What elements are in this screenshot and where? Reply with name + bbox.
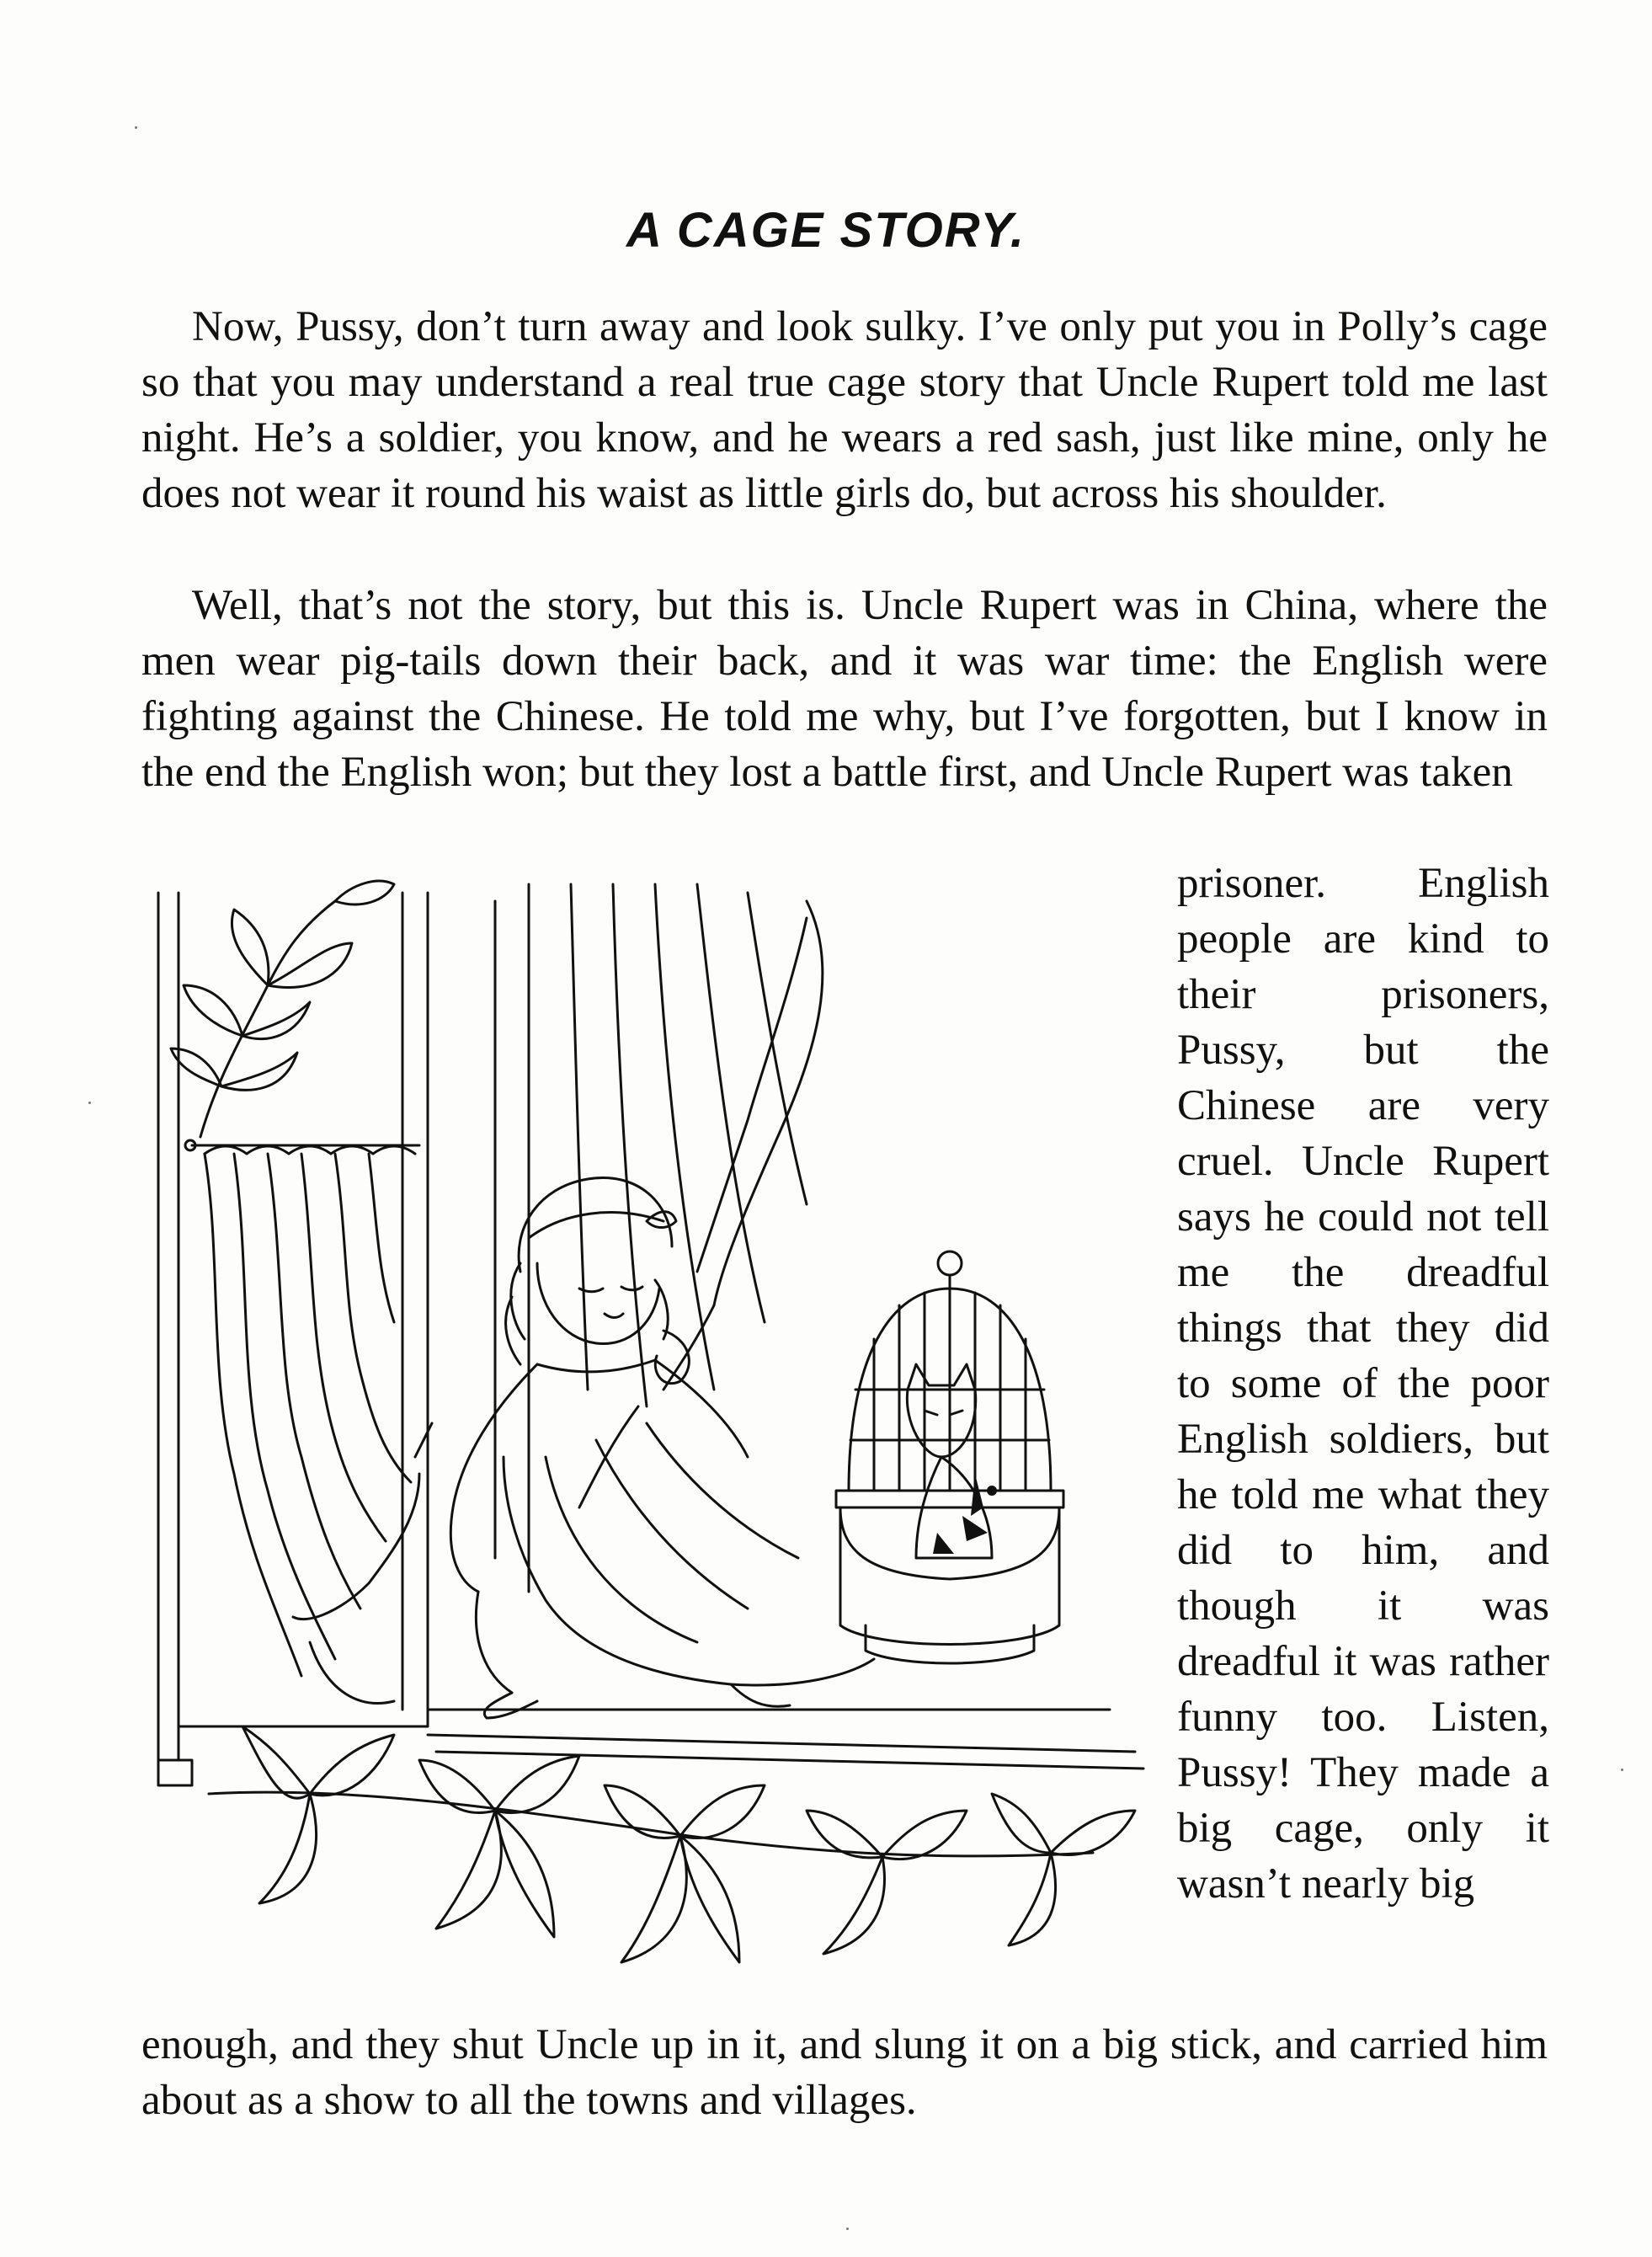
paper-speck	[1621, 1769, 1623, 1771]
girl-figure	[450, 1177, 874, 1718]
illustration-girl-cat-cage	[141, 867, 1169, 2013]
bird-cage	[836, 1251, 1063, 1663]
paragraph-2: Well, that’s not the story, but this is. Uncle Rupert was in China, where the men wear pig-tails down their back, and it was war time: the English were fighting against the Chinese. He told me why, but I’ve forgotten, but I know in the end the English won; but they lost a battle first, and Uncle Rupert was taken	[141, 582, 1548, 796]
paragraph-3: enough, and they shut Uncle up in it, and slung it on a big stick, and carried him about as a show to all the towns and villages.	[141, 2021, 1548, 2124]
vine-leaves-top	[171, 881, 394, 1137]
window-curtain	[185, 1140, 432, 1703]
paper-speck	[135, 126, 137, 129]
paragraph-2-wrapped-text: prisoner. English people are kind to their prisoners, Pussy, but the Chinese are very cruel. Uncle Rupert says he could not tell me the dreadful things that they did to some of the poor English soldiers, but he told me what they did to him, and though it was dreadful it was rather funny too. Listen, Pussy! They made a big cage, only it wasn’t nearly big	[1177, 860, 1549, 1908]
big-curtain	[495, 884, 823, 1592]
paper-speck	[846, 2228, 849, 2230]
story-title: A CAGE STORY.	[626, 203, 1026, 258]
paragraph-1: Now, Pussy, don’t turn away and look sulky. I’ve only put you in Polly’s cage so that you may understand a real true cage story that Uncle Rupert told me last night. He’s a soldier, you know, and he wears a red sash, just like mine, only he does not wear it round his waist as little girls do, but across his shoulder.	[141, 303, 1548, 517]
paper-speck	[88, 1102, 91, 1104]
window-sill	[428, 1710, 1143, 1769]
vine-leaves-bottom	[209, 1726, 1135, 1962]
cat-stripes	[933, 1474, 997, 1554]
